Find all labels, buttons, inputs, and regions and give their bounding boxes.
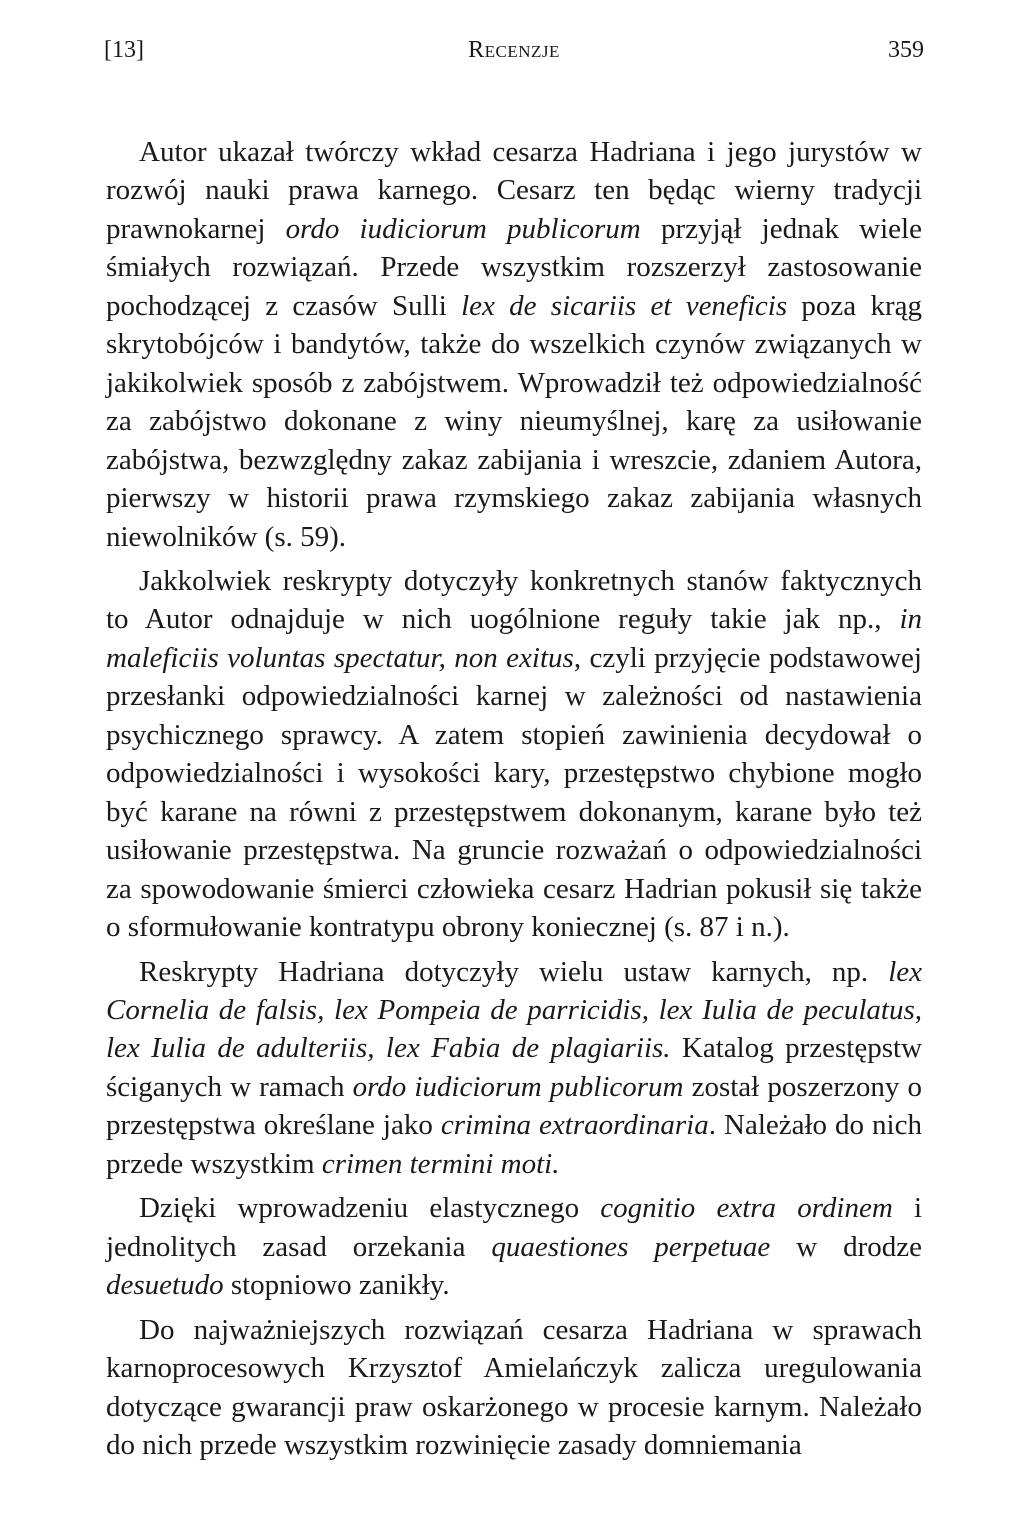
italic-phrase: in maleficiis voluntas spectatur, non exitus — [106, 603, 922, 674]
text-run: i jednolitych zasad orzekania — [106, 1192, 922, 1263]
italic-phrase: lex Cornelia de falsis, lex Pompeia de parricidis, lex Iulia de peculatus, lex Iulia de adulteriis, lex Fabia de plagiariis. — [106, 955, 922, 1065]
paragraph-3 — [106, 953, 922, 1184]
page-number: 359 — [888, 37, 924, 63]
text-run: Do najważniejszych rozwiązań cesarza Hadriana w sprawach karnoprocesowych Krzysztof Amielańczyk zalicza uregulowania dotyczące gwarancji praw oskarżonego w procesie karnym. Należało do nich przede wszystkim rozwinięcie zasady domniemania — [106, 1313, 922, 1461]
text-run: stopniowo zanikły. — [223, 1269, 450, 1302]
italic-phrase: lex de sicariis et veneficis — [461, 289, 788, 322]
text-run: Jakkolwiek reskrypty dotyczyły konkretnych stanów faktycznych to Autor odnajduje w nich uogólnione reguły takie jak np., — [106, 564, 922, 636]
italic-phrase: ordo iudiciorum publicorum — [352, 1070, 684, 1103]
paragraph-5 — [106, 1311, 922, 1465]
text-run: poza krąg skrytobójców i bandytów, także do wszelkich czynów związanych w jakikolwiek sposób z zabójstwem. Wprowadził też odpowiedzialność za zabójstwo dokonane z winy nieumyślnej, karę za usiłowanie zabójstwa, bezwzględny zakaz zabijania i wreszcie, zdaniem Autora, pierwszy w historii prawa rzymskiego zakaz zabijania własnych niewolników (s. 59). — [106, 289, 922, 553]
text-run: Reskrypty Hadriana dotyczyły wielu ustaw karnych, np. — [139, 955, 889, 988]
italic-phrase: quaestiones perpetuae — [491, 1230, 771, 1263]
text-run: . Należało do nich przede wszystkim — [106, 1109, 922, 1180]
text-run: przyjął jednak wiele śmiałych rozwiązań. Przede wszystkim rozszerzył zastosowanie pochodzącej z czasów Sulli — [106, 212, 922, 322]
text-run: Autor ukazał twórczy wkład cesarza Hadriana i jego jurystów w rozwój nauki prawa karnego. Cesarz ten będąc wierny tradycji prawnokarnej — [106, 136, 922, 245]
paragraph-4 — [106, 1189, 922, 1304]
text-run: w drodze — [770, 1230, 923, 1263]
paragraph-1 — [106, 133, 922, 556]
body-text — [106, 133, 922, 1464]
italic-phrase: crimen termini moti. — [321, 1147, 560, 1180]
section-title: Recenzje — [468, 37, 560, 63]
page — [106, 30, 922, 1464]
italic-phrase: ordo iudiciorum publicorum — [285, 212, 641, 245]
running-head — [106, 30, 922, 70]
text-run: Dzięki wprowadzeniu elastycznego — [139, 1192, 601, 1225]
text-run: został poszerzony o przestępstwa określane jako — [106, 1070, 923, 1142]
italic-phrase: crimina extraordinaria — [440, 1109, 709, 1142]
paragraph-2 — [106, 562, 922, 947]
text-run: , czyli przyjęcie podstawowej przesłanki odpowiedzialności karnej w zależności od nastawienia psychicznego sprawcy. A zatem stopień zawinienia decydował o odpowiedzialności i wysokości kary, przestępstwo chybione mogło być karane na równi z przestępstwem dokonanym, karane było też usiłowanie przestępstwa. Na gruncie rozważań o odpowiedzialności za spowodowanie śmierci człowieka cesarz Hadrian pokusił się także o sformułowanie kontratypu obrony koniecznej (s. 87 i n.). — [106, 641, 922, 944]
page-reference: [13] — [104, 37, 144, 63]
text-run: Katalog przestępstw ściganych w ramach — [106, 1032, 923, 1103]
italic-phrase: cognitio extra ordinem — [600, 1192, 893, 1225]
italic-phrase: desuetudo — [106, 1269, 224, 1302]
